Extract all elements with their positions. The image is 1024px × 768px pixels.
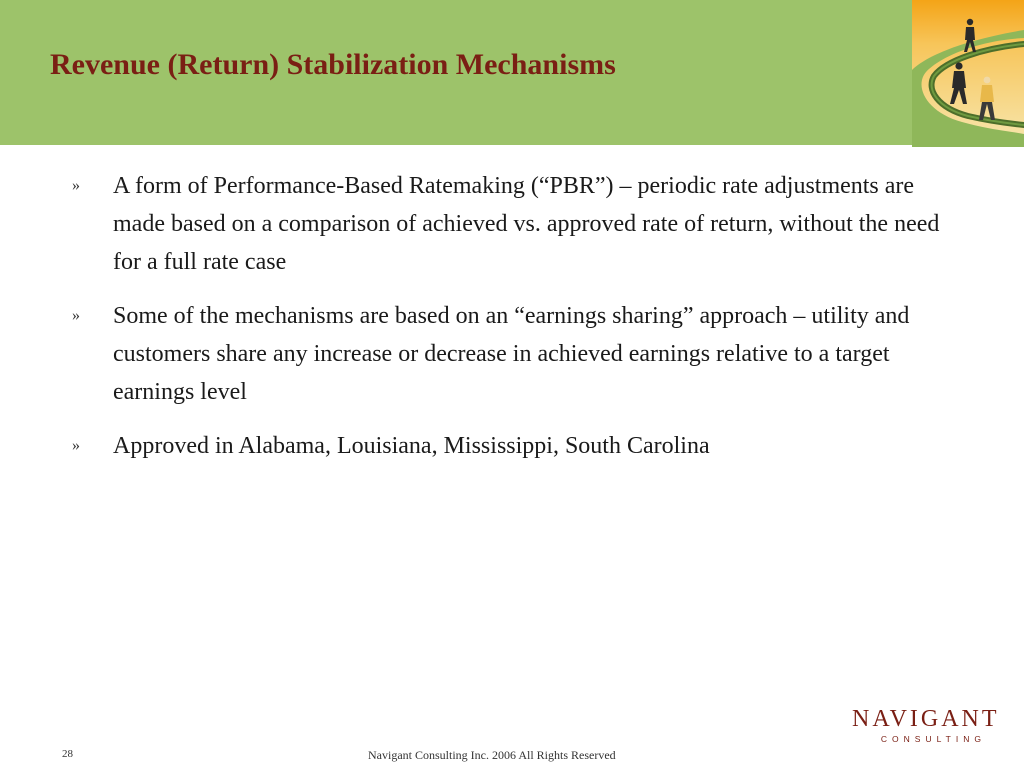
bullet-text: Approved in Alabama, Louisiana, Mississippi, South Carolina (113, 433, 710, 459)
list-item (72, 167, 972, 281)
bullet-marker: » (72, 177, 80, 194)
slide-title: Revenue (Return) Stabilization Mechanisms (50, 48, 616, 81)
logo-subtitle: CONSULTING (880, 734, 986, 744)
logo-wordmark: NAVIGANT (852, 706, 1000, 732)
list-item (72, 297, 972, 411)
header-band (0, 0, 1024, 145)
bullet-marker: » (72, 307, 80, 324)
page-number: 28 (62, 748, 73, 760)
bullet-text: A form of Performance-Based Ratemaking (“PBR”) – periodic rate adjustments are made based on a comparison of achieved vs. approved rate of return, without the need for a full rate case (113, 173, 940, 275)
navigant-logo (852, 706, 1000, 744)
copyright-notice: Navigant Consulting Inc. 2006 All Rights Reserved (368, 748, 616, 762)
list-item (72, 427, 972, 465)
bullet-list (72, 167, 972, 481)
bullet-marker: » (72, 437, 80, 454)
people-on-path-illustration (912, 0, 1024, 147)
bullet-text: Some of the mechanisms are based on an “earnings sharing” approach – utility and customers share any increase or decrease in achieved earnings relative to a target earnings level (113, 303, 910, 405)
